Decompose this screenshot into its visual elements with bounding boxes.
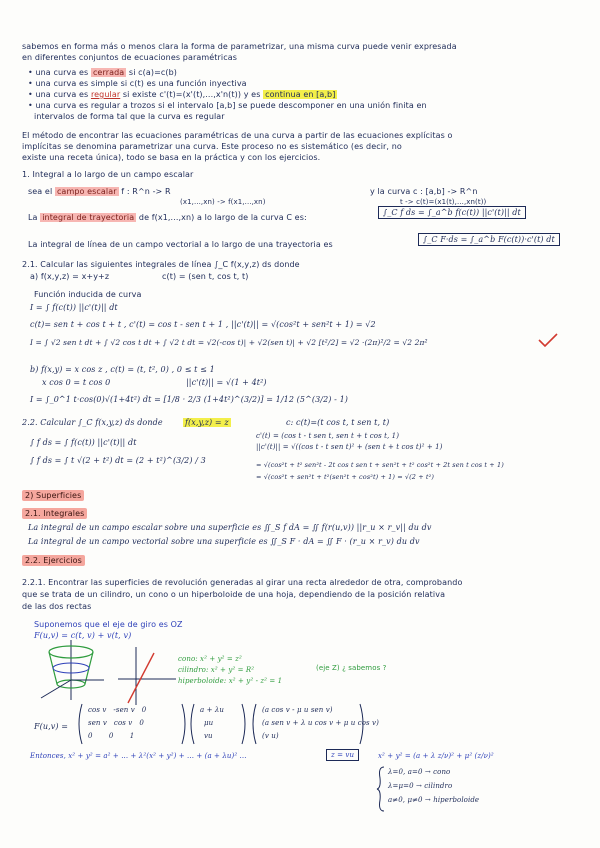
ex3-bottom: Entonces, x² + y² = a² + ... + λ²(x² + y²) + ... + (a + λu)² ... — [30, 752, 247, 760]
bullet-regular-text-a: una curva es — [35, 90, 91, 99]
bullet-piecewise-2: intervalos de forma tal que la curva es regular — [34, 112, 225, 121]
bullet-closed: • una curva es cerrada si c(a)=c(b) — [28, 68, 178, 77]
vector-1: a + λu — [200, 706, 225, 714]
m11: cos v — [88, 706, 107, 714]
intro-line-1: sabemos en forma más o menos clara la forma de parametrizar, una misma curva puede venir expresada — [22, 42, 457, 51]
result-row-2: (a sen v + λ u cos v + μ u cos v) — [262, 719, 379, 727]
regular-word: regular — [90, 90, 121, 99]
surfaces-section-title: 2) Superficies — [22, 490, 84, 501]
m12: -sen v — [113, 706, 135, 714]
ex3-blue-2: F(u,v) = c(t, v) + v(t, v) — [34, 631, 132, 640]
matrix-label: F(u,v) = — [34, 722, 69, 731]
m13: 0 — [141, 706, 147, 714]
integral-title: 1. Integral a lo largo de un campo escalar — [22, 170, 194, 179]
cone-sketch-icon — [36, 640, 106, 702]
ex1-note: Función inducida de curva — [34, 290, 142, 299]
result-row-1: (a cos v - μ u sen v) — [262, 706, 333, 714]
exercises-subtitle-hl: 2.2. Ejercicios — [22, 555, 85, 566]
exercises-subtitle — [22, 556, 85, 565]
m23: 0 — [139, 719, 144, 727]
case-cylinder: λ=μ=0 → cilindro — [388, 782, 453, 790]
intro-line-2: en diferentes conjuntos de ecuaciones paramétricas — [22, 53, 237, 62]
ex2-r1: c'(t) = (cos t - t sen t, sen t + t cos t, 1) — [256, 432, 400, 440]
ex2-line-1: ∫ f ds = ∫ f(c(t)) ||c'(t)|| dt — [30, 438, 137, 447]
path-text-b: de f(x1,...,xn) a lo largo de la curva C es: — [136, 213, 307, 222]
integrals-subtitle-hl: 2.1. Integrales — [22, 508, 87, 519]
check-mark-icon — [537, 332, 559, 348]
closed-highlight: cerrada — [92, 68, 125, 77]
curve-def: y la curva c : [a,b] -> R^n — [370, 187, 478, 196]
m22: cos v — [113, 719, 133, 727]
eq-hyperboloid: hiperboloide: x² + y² - z² = 1 — [178, 677, 283, 685]
scalar-text-a: sea el — [28, 187, 55, 196]
ex3-line-3: de las dos rectas — [22, 602, 92, 611]
matrix-row-2 — [88, 719, 144, 727]
m32: 0 — [108, 732, 114, 740]
ex1-a: a) f(x,y,z) = x+y+z — [30, 272, 110, 281]
para1-line-2: implícitas se denomina parametrizar una curva. Este proceso no es sistemático (es decir, no — [22, 142, 402, 151]
bullet-piecewise-text: una curva es regular a trozos si el intervalo [a,b] se puede descomponer en una unión finita en — [35, 101, 427, 110]
m21: sen v — [88, 719, 107, 727]
ex1-formula: I = ∫ f(c(t)) ||c'(t)|| dt — [30, 303, 118, 312]
ex3-line-1: 2.2.1. Encontrar las superficies de revolución generadas al girar una recta alrededor de otra, comprobando — [22, 578, 463, 587]
case-cone: λ=0, a=0 → cono — [388, 768, 451, 776]
ex3-blue-1: Suponemos que el eje de giro es OZ — [34, 620, 183, 629]
path-integral-highlight: integral de trayectoria — [42, 213, 135, 222]
path-integral-formula-box: ∫_C f ds = ∫_a^b f(c(t)) ||c'(t)|| dt — [378, 206, 526, 219]
ex1-title: 2.1. Calcular las siguientes integrales de línea ∫_C f(x,y,z) ds donde — [22, 260, 300, 269]
ex2-r3: = √(cos²t + t² sen²t - 2t cos t sen t + sen²t + t² cos²t + 2t sen t cos t + 1) — [256, 461, 504, 469]
para1-line-3: existe una receta única), todo se basa en la práctica y con los ejercicios. — [22, 153, 321, 162]
cases-brace-icon — [376, 766, 386, 812]
scalar-text-b: f : R^n -> R — [118, 187, 171, 196]
scalar-field-line — [28, 187, 171, 196]
m31: 0 — [88, 732, 93, 740]
result-row-3: (v u) — [262, 732, 279, 740]
ex2-r4: = √(cos²t + sen²t + t²(sen²t + cos²t) + 1) = √(2 + t²) — [256, 473, 434, 481]
bullet-simple-text: una curva es simple si c(t) es una función inyectiva — [35, 79, 247, 88]
scalar-field-highlight: campo escalar — [56, 187, 117, 196]
case-hyperboloid: a≠0, μ≠0 → hiperboloide — [388, 796, 480, 804]
vector-3: vu — [204, 732, 213, 740]
ex2-line-2: ∫ f ds = ∫ t √(2 + t²) dt = (2 + t²)^(3/2) / 3 — [30, 456, 206, 465]
matrix-row-1 — [88, 706, 146, 714]
bullet-regular-text-b: si existe c'(t)=(x'(t),...,x'n(t)) y es — [120, 90, 264, 99]
ex2-title: 2.2. Calcular ∫_C f(x,y,z) ds donde — [22, 418, 163, 427]
integrals-subtitle — [22, 509, 87, 518]
ex1-line-2: I = ∫ √2 sen t dt + ∫ √2 cos t dt + ∫ √2 t dt = √2(-cos t)| + √2(sen t)| + √2 [t²/2] = √2 ·(2π)²/2 = √2 2π² — [30, 338, 428, 347]
bullet-piecewise-1: • una curva es regular a trozos si el intervalo [a,b] se puede descomponer en una unión finita en — [28, 101, 427, 110]
curve-sub: t -> c(t)=(x1(t),...,xn(t)) — [400, 198, 487, 206]
ex1-b: b) f(x,y) = x cos z , c(t) = (t, t², 0) , 0 ≤ t ≤ 1 — [30, 365, 215, 374]
bullet-regular: • una curva es regular si existe c'(t)=(x'(t),...,x'n(t)) y es continua en [a,b] — [28, 90, 336, 99]
bullet-simple: • una curva es simple si c(t) es una función inyectiva — [28, 79, 247, 88]
ex2-function-highlight: f(x,y,z) = z — [185, 418, 229, 427]
ex2-r2: ||c'(t)|| = √((cos t - t sen t)² + (sen t + t cos t)² + 1) — [256, 443, 443, 451]
ex1-b-1: x cos 0 = t cos 0 — [42, 378, 111, 387]
bullet-closed-text-a: una curva es — [35, 68, 91, 77]
ex1-line-1: c(t)= sen t + cos t + t , c'(t) = cos t - sen t + 1 , ||c'(t)|| = √(cos²t + sen²t + 1) = √2 — [30, 320, 376, 329]
eq-cone: cono: x² + y² = z² — [178, 655, 242, 663]
ex1-b-2: ||c'(t)|| = √(1 + 4t²) — [186, 378, 267, 387]
bullet-closed-text-b: si c(a)=c(b) — [126, 68, 178, 77]
ex3-bottom-right: x² + y² = (a + λ z/ν)² + μ² (z/ν)² — [378, 752, 494, 760]
scalar-sub: (x1,...,xn) -> f(x1,...,xn) — [180, 198, 266, 206]
matrix-row-3 — [88, 732, 134, 740]
eq-cylinder: cilindro: x² + y² = R² — [178, 666, 255, 674]
ex1-b-3: I = ∫_0^1 t·cos(0)√(1+4t²) dt = [1/8 · 2/3 (1+4t²)^(3/2)] = 1/12 (5^(3/2) - 1) — [30, 395, 349, 404]
scalar-surface-integral: La integral de un campo escalar sobre una superficie es ∬_S f dA = ∬ f(r(u,v)) ||r_u × r_v|| du dv — [28, 523, 432, 532]
eq-note: (eje Z) ¿ sabemos ? — [316, 664, 387, 672]
ex2-curve: c: c(t)=(t cos t, t sen t, t) — [286, 418, 390, 427]
line-integral-vector-text: La integral de línea de un campo vectorial a lo largo de una trayectoria es — [28, 240, 333, 249]
para1-line-1: El método de encontrar las ecuaciones paramétricas de una curva a partir de las ecuaciones explícitas o — [22, 131, 453, 140]
vector-surface-integral: La integral de un campo vectorial sobre una superficie es ∬_S F · dA = ∬ F · (r_u × r_v) du dv — [28, 537, 420, 546]
m33: 1 — [129, 732, 135, 740]
line-integral-vector-box: ∫_C F·ds = ∫_a^b F(c(t))·c'(t) dt — [418, 233, 560, 246]
ex1-a-curve: c(t) = (sen t, cos t, t) — [162, 272, 249, 281]
ex3-line-2: que se trata de un cilindro, un cono o un hiperboloide de una hoja, dependiendo de la posición relativa — [22, 590, 446, 599]
path-text-a: La — [28, 213, 41, 222]
vector-2: μu — [204, 719, 214, 727]
path-integral-line — [28, 213, 307, 222]
continuous-highlight: continua en [a,b] — [265, 90, 336, 99]
ex3-bottom-box: z = vu — [326, 749, 359, 761]
axes-sketch-icon — [118, 645, 178, 707]
